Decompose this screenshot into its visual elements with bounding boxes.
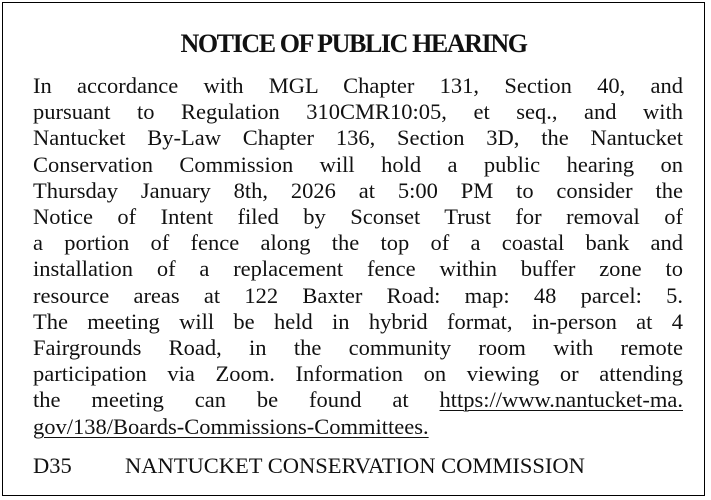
boards-commissions-link-part-2[interactable]: gov/138/Boards-Commissions-Committees. (33, 413, 429, 439)
body-line: Conservation Commission will hold a public hearing on (33, 151, 683, 177)
body-line: Notice of Intent filed by Sconset Trust for removal of (33, 204, 683, 230)
body-line: pursuant to Regulation 310CMR10:05, et seq., and with (33, 99, 683, 125)
issuing-organization: NANTUCKET CONSERVATION COMMISSION (125, 453, 585, 478)
body-line: Fairgrounds Road, in the community room with remote (33, 335, 683, 361)
body-line: Nantucket By-Law Chapter 136, Section 3D, the Nantucket (33, 125, 683, 151)
body-line: Thursday January 8th, 2026 at 5:00 PM to consider the (33, 177, 683, 203)
body-line: resource areas at 122 Baxter Road: map: 48 parcel: 5. (33, 282, 683, 308)
boards-commissions-link-part-1[interactable]: https://www.nantucket-ma. (439, 387, 683, 413)
body-line: The meeting will be held in hybrid format, in-person at 4 (33, 308, 683, 334)
notice-code: D35 (33, 453, 72, 478)
body-line: In accordance with MGL Chapter 131, Section 40, and (33, 73, 683, 98)
body-line: a portion of fence along the top of a coastal bank and (33, 230, 683, 256)
body-line-with-link (33, 387, 683, 413)
body-line: participation via Zoom. Information on viewing or attending (33, 361, 683, 387)
body-line-link-continued (33, 414, 683, 440)
notice-title: NOTICE OF PUBLIC HEARING (180, 29, 527, 58)
legal-notice-box (2, 2, 705, 496)
notice-body (33, 73, 683, 440)
body-line-text: the meeting can be found at (33, 387, 409, 413)
body-line: installation of a replacement fence within buffer zone to (33, 256, 683, 282)
